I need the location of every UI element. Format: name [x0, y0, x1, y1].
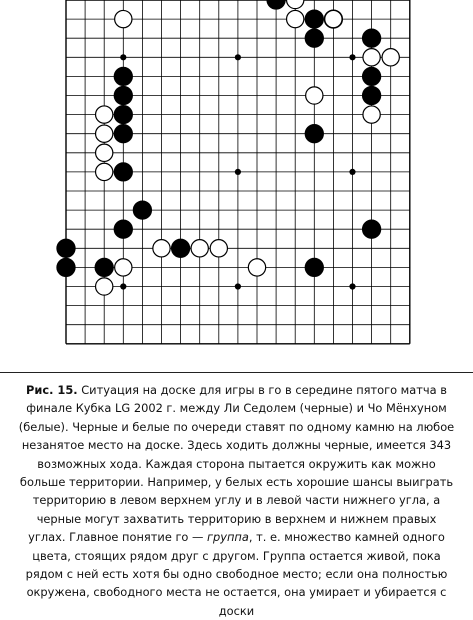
caption-divider: [0, 372, 473, 373]
black-stone: [171, 239, 189, 257]
black-stone: [362, 86, 380, 104]
black-stone: [362, 67, 380, 85]
white-stone: [325, 10, 342, 27]
white-stone: [153, 240, 170, 257]
black-stone: [267, 0, 285, 9]
white-stone: [363, 106, 380, 123]
white-stone: [96, 163, 113, 180]
white-stone: [115, 259, 132, 276]
black-stone: [57, 258, 75, 276]
white-stone: [191, 240, 208, 257]
star-point: [349, 54, 355, 60]
white-stone: [96, 125, 113, 142]
black-stone: [305, 125, 323, 143]
black-stone: [114, 105, 132, 123]
black-stone: [305, 29, 323, 47]
black-stone: [305, 10, 323, 28]
black-stone: [133, 201, 151, 219]
star-point: [235, 283, 241, 289]
caption-text-part1: Ситуация на доске для игры в го в середине пятого матча в финале Кубка LG 2002 г. между Ли Седолем (черные) и Чо Мёнхуном (белые). Черные и белые по очереди ставят по одному камню на любое незанятое место на доске. Здесь ходить должны черные, имеется 343 возможных хода. Каждая сторона пытается окружить как можно больше территории. Например, у белых есть хорошие шансы выиграть территорию в левом верхнем углу и в левой части нижнего угла, а черные могут захватить территорию в верхнем и нижнем правых углах. Главное понятие го —: [18, 383, 455, 545]
black-stone: [114, 86, 132, 104]
white-stone: [115, 10, 132, 27]
star-point: [349, 283, 355, 289]
white-stone: [96, 106, 113, 123]
black-stone: [305, 258, 323, 276]
black-stone: [114, 163, 132, 181]
figure-caption: [18, 381, 455, 620]
star-point: [235, 54, 241, 60]
white-stone: [248, 259, 265, 276]
star-point: [120, 283, 126, 289]
star-point: [120, 54, 126, 60]
caption-text-part2: , т. е. множество камней одного цвета, стоящих рядом друг с другом. Группа остается живой, пока рядом с ней есть хотя бы одно свободное место; если она полностью окружена, свободного места не остается, она умирает и убирается с доски: [25, 530, 448, 618]
star-point: [349, 169, 355, 175]
black-stone: [114, 220, 132, 238]
black-stone: [114, 125, 132, 143]
white-stone: [363, 49, 380, 66]
white-stone: [382, 49, 399, 66]
white-stone: [96, 278, 113, 295]
black-stone: [114, 67, 132, 85]
white-stone: [210, 240, 227, 257]
black-stone: [362, 220, 380, 238]
star-point: [235, 169, 241, 175]
white-stone: [287, 10, 304, 27]
black-stone: [57, 239, 75, 257]
white-stone: [96, 144, 113, 161]
caption-emphasis: группа: [207, 530, 249, 545]
white-stone: [306, 87, 323, 104]
caption-label: Рис. 15.: [26, 383, 78, 397]
black-stone: [362, 29, 380, 47]
black-stone: [95, 258, 113, 276]
white-stone: [287, 0, 304, 9]
